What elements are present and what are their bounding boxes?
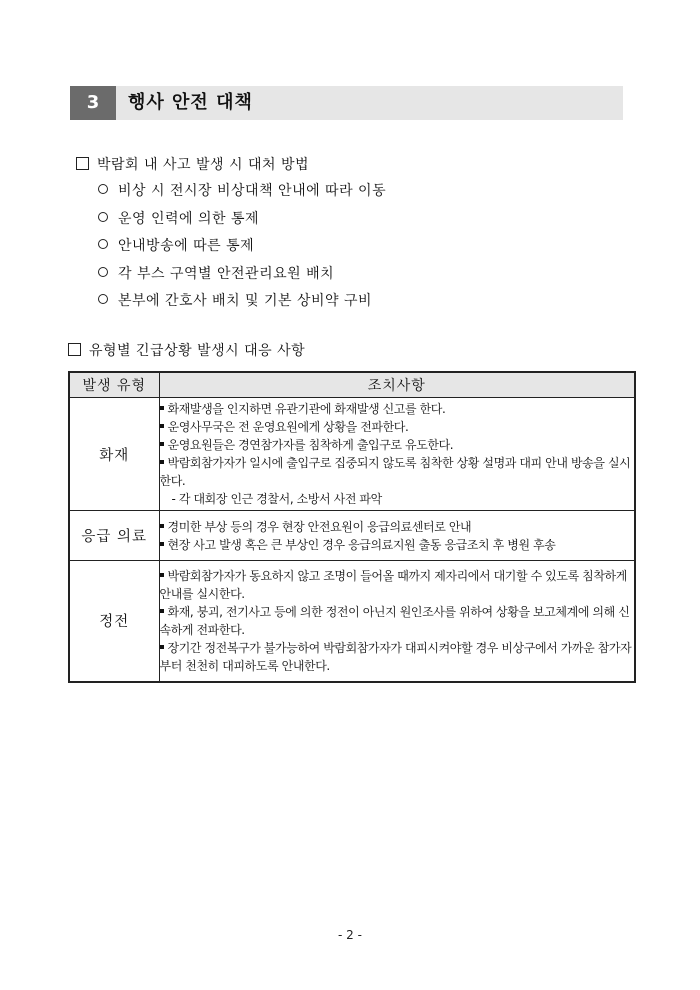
circle-bullet-icon <box>98 267 108 277</box>
square-bullet-icon <box>160 645 164 649</box>
header-type: 발생 유형 <box>69 372 159 398</box>
action-item: 화재, 붕괴, 전기사고 등에 의한 정전이 아닌지 원인조사를 위하여 상황을 보고체계에 의해 신속하게 전파한다. <box>159 604 630 637</box>
square-bullet-icon <box>160 524 164 528</box>
square-bullet-icon <box>160 542 164 546</box>
square-bullet-icon <box>160 609 164 613</box>
action-item: 박람회참가자가 동요하지 않고 조명이 들어올 때까지 제자리에서 대기할 수 있도록 침착하게 안내를 실시한다. <box>159 568 627 601</box>
list-item: 비상 시 전시장 비상대책 안내에 따라 이동 <box>98 181 386 209</box>
table-row <box>69 398 635 511</box>
square-bullet-icon <box>160 406 164 410</box>
table-row <box>69 561 635 682</box>
action-sub-item: - 각 대회장 인근 경찰서, 소방서 사전 파악 <box>171 492 382 506</box>
table-header-row <box>69 372 635 398</box>
page-number: - 2 - <box>338 928 362 942</box>
response-table <box>68 371 636 683</box>
action-item: 화재발생을 인지하면 유관기관에 화재발생 신고를 한다. <box>160 400 635 418</box>
section-header <box>70 86 623 120</box>
row-actions <box>159 561 635 682</box>
block1-heading <box>76 155 309 175</box>
circle-bullet-icon <box>98 212 108 222</box>
block1-list <box>98 181 386 319</box>
square-bullet-icon <box>160 460 164 464</box>
action-item: 운영요원들은 경연참가자를 침착하게 출입구로 유도한다. <box>160 436 635 454</box>
block2-title: 유형별 긴급상황 발생시 대응 사항 <box>89 343 306 359</box>
table-row <box>69 511 635 561</box>
circle-bullet-icon <box>98 239 108 249</box>
section-number: 3 <box>70 86 116 120</box>
circle-bullet-icon <box>98 294 108 304</box>
section-title: 행사 안전 대책 <box>128 92 253 113</box>
action-item: 운영사무국은 전 운영요원에게 상황을 전파한다. <box>160 418 635 436</box>
block1-title: 박람회 내 사고 발생 시 대처 방법 <box>97 157 310 173</box>
list-item: 운영 인력에 의한 통제 <box>98 209 386 237</box>
action-item: 박람회참가자가 일시에 출입구로 집중되지 않도록 침착한 상황 설명과 대피 안내 방송을 실시한다. <box>159 456 631 488</box>
checkbox-icon <box>76 157 89 170</box>
square-bullet-icon <box>160 573 164 577</box>
square-bullet-icon <box>160 424 164 428</box>
square-bullet-icon <box>160 442 164 446</box>
header-actions: 조치사항 <box>159 372 635 398</box>
checkbox-icon <box>68 343 81 356</box>
row-actions <box>159 511 635 561</box>
circle-bullet-icon <box>98 184 108 194</box>
list-item: 각 부스 구역별 안전관리요원 배치 <box>98 264 386 292</box>
list-item: 안내방송에 따른 통제 <box>98 236 386 264</box>
action-item: 장기간 정전복구가 불가능하여 박람회참가자가 대피시켜야할 경우 비상구에서 가까운 참가자부터 천천히 대피하도록 안내한다. <box>159 640 632 673</box>
action-item: 경미한 부상 등의 경우 현장 안전요원이 응급의료센터로 안내 <box>160 518 635 536</box>
block2-heading <box>68 341 305 361</box>
row-type: 정전 <box>69 561 159 682</box>
row-type: 응급 의료 <box>69 511 159 561</box>
action-item: 현장 사고 발생 혹은 큰 부상인 경우 응급의료지원 출동 응급조치 후 병원 후송 <box>160 536 635 554</box>
row-type: 화재 <box>69 398 159 511</box>
row-actions <box>159 398 635 511</box>
list-item: 본부에 간호사 배치 및 기본 상비약 구비 <box>98 291 386 319</box>
